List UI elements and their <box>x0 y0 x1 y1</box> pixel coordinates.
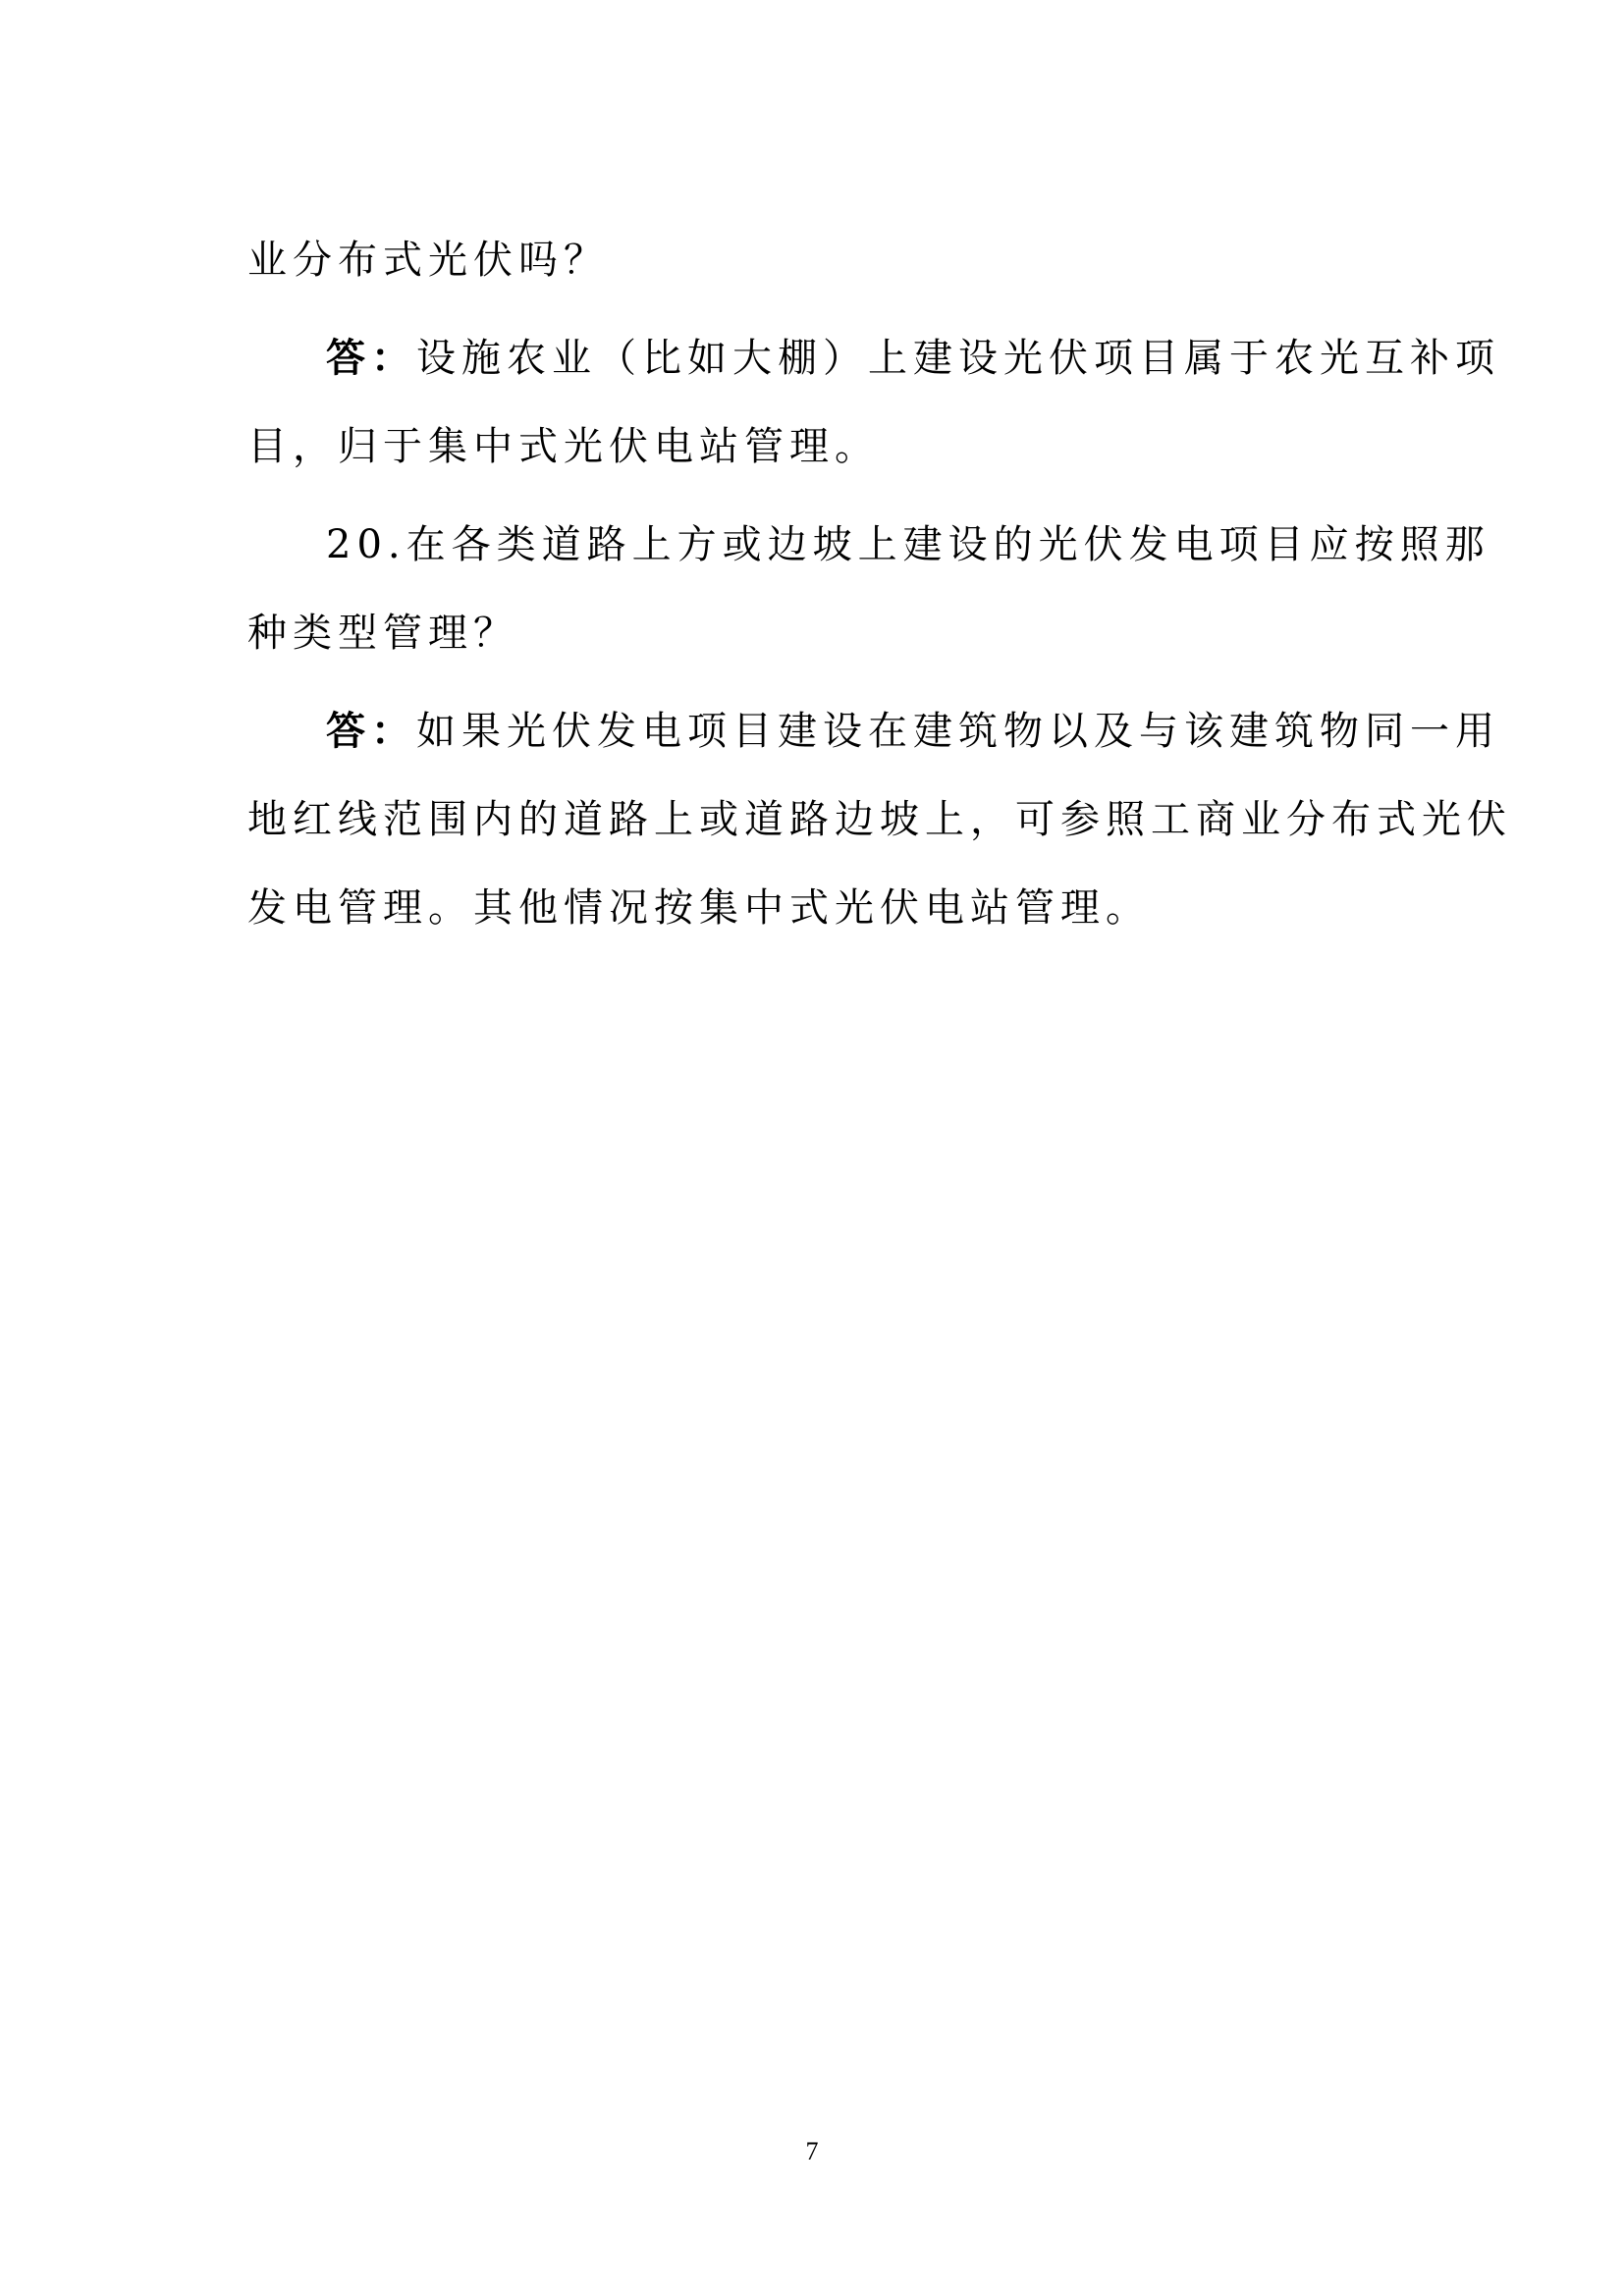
text-line: 发电管理。其他情况按集中式光伏电站管理。 <box>247 885 1151 931</box>
text-line: 20.在各类道路上方或边坡上建设的光伏发电项目应按照那 <box>326 522 1490 567</box>
answer-label: 答： <box>326 708 416 754</box>
text-line: 地红线范围内的道路上或道路边坡上，可参照工商业分布式光伏 <box>247 797 1512 842</box>
text-line: 种类型管理？ <box>247 611 518 656</box>
answer-label: 答： <box>326 335 416 381</box>
text-line: 目，归于集中式光伏电站管理。 <box>247 424 880 469</box>
document-body <box>247 216 1512 962</box>
paragraph-question-continuation <box>247 216 1386 304</box>
page-number: 7 <box>805 2137 819 2165</box>
text-line <box>247 314 1500 402</box>
paragraph-answer-19 <box>247 314 1500 491</box>
text-line <box>247 687 1500 775</box>
text-line: 业分布式光伏吗？ <box>247 238 609 283</box>
answer-text: 如果光伏发电项目建设在建筑物以及与该建筑物同一用 <box>416 709 1500 754</box>
answer-text: 设施农业（比如大棚）上建设光伏项目属于农光互补项 <box>416 336 1500 381</box>
paragraph-answer-20 <box>247 687 1512 952</box>
paragraph-question-20 <box>247 501 1490 677</box>
